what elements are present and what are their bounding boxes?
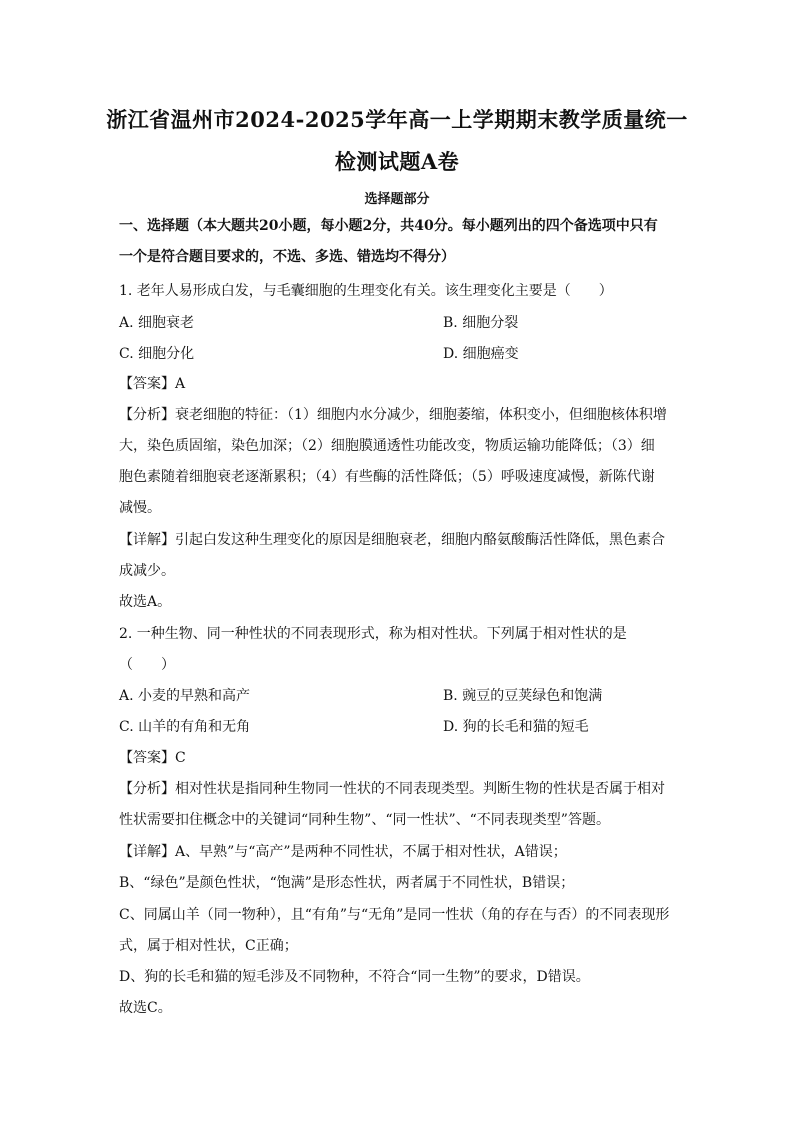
q2-stem-line-2: （ ） (119, 657, 175, 673)
q2-detail-line: C、同属山羊（同一物种），且“有角”与“无角”是同一性状（角的存在与否）的不同表现形 (119, 907, 670, 923)
q1-detail-line: 【详解】引起白发这种生理变化的原因是细胞衰老，细胞内酪氨酸酶活性降低，黑色素合 (119, 532, 665, 548)
q2-detail-line: 【详解】A、早熟”与“高产”是两种不同性状，不属于相对性状，A错误； (119, 844, 567, 860)
q1-stem: 1. 老年人易形成白发，与毛囊细胞的生理变化有关。该生理变化主要是（ ） (119, 283, 613, 299)
q1-detail-line: 成减少。 (119, 563, 175, 579)
q2-answer: 【答案】C (119, 750, 186, 766)
q1-option-d: D. 细胞癌变 (443, 346, 519, 362)
q1-analysis-line: 大，染色质固缩，染色加深；（2）细胞膜通透性功能改变，物质运输功能降低；（3）细 (119, 438, 655, 454)
q1-analysis-line: 减慢。 (119, 500, 161, 516)
q1-option-b: B. 细胞分裂 (443, 315, 519, 331)
q2-stem-line-1: 2. 一种生物、同一种性状的不同表现形式，称为相对性状。下列属于相对性状的是 (119, 626, 627, 642)
q2-option-c: C. 山羊的有角和无角 (119, 719, 251, 735)
q2-detail-line: B、“绿色”是颜色性状，“饱满”是形态性状，两者属于不同性状，B错误； (119, 875, 575, 891)
q1-analysis-line: 【分析】衰老细胞的特征：（1）细胞内水分减少，细胞萎缩，体积变小，但细胞核体积增 (119, 407, 667, 423)
instructions-line-2: 一个是符合题目要求的，不选、多选、错选均不得分） (119, 249, 455, 265)
q2-option-b: B. 豌豆的豆荚绿色和饱满 (443, 688, 603, 704)
section-title: 选择题部分 (364, 192, 430, 207)
q2-analysis-line: 【分析】相对性状是指同种生物同一性状的不同表现类型。判断生物的性状是否属于相对 (119, 781, 665, 797)
q2-detail-line: 式，属于相对性状，C正确； (119, 938, 298, 954)
q1-conclusion: 故选A。 (119, 594, 172, 610)
exam-title-line-1: 浙江省温州市2024-2025学年高一上学期期末教学质量统一 (106, 107, 688, 132)
q1-answer: 【答案】A (119, 376, 186, 392)
q2-conclusion: 故选C。 (119, 1000, 172, 1016)
instructions-line-1: 一、选择题（本大题共20小题，每小题2分，共40分。每小题列出的四个备选项中只有 (119, 218, 658, 234)
q2-detail-line: D、狗的长毛和猫的短毛涉及不同物种，不符合“同一生物”的要求，D错误。 (119, 969, 590, 985)
q2-option-d: D. 狗的长毛和猫的短毛 (443, 719, 589, 735)
q1-option-a: A. 细胞衰老 (119, 315, 195, 331)
q1-option-c: C. 细胞分化 (119, 346, 195, 362)
q2-option-a: A. 小麦的早熟和高产 (119, 688, 251, 704)
q1-analysis-line: 胞色素随着细胞衰老逐渐累积；（4）有些酶的活性降低；（5）呼吸速度减慢，新陈代谢 (119, 469, 655, 485)
q2-analysis-line: 性状需要扣住概念中的关键词“同种生物”、“同一性状”、“不同表现类型”答题。 (119, 812, 610, 828)
exam-title-line-2: 检测试题A卷 (334, 149, 460, 174)
